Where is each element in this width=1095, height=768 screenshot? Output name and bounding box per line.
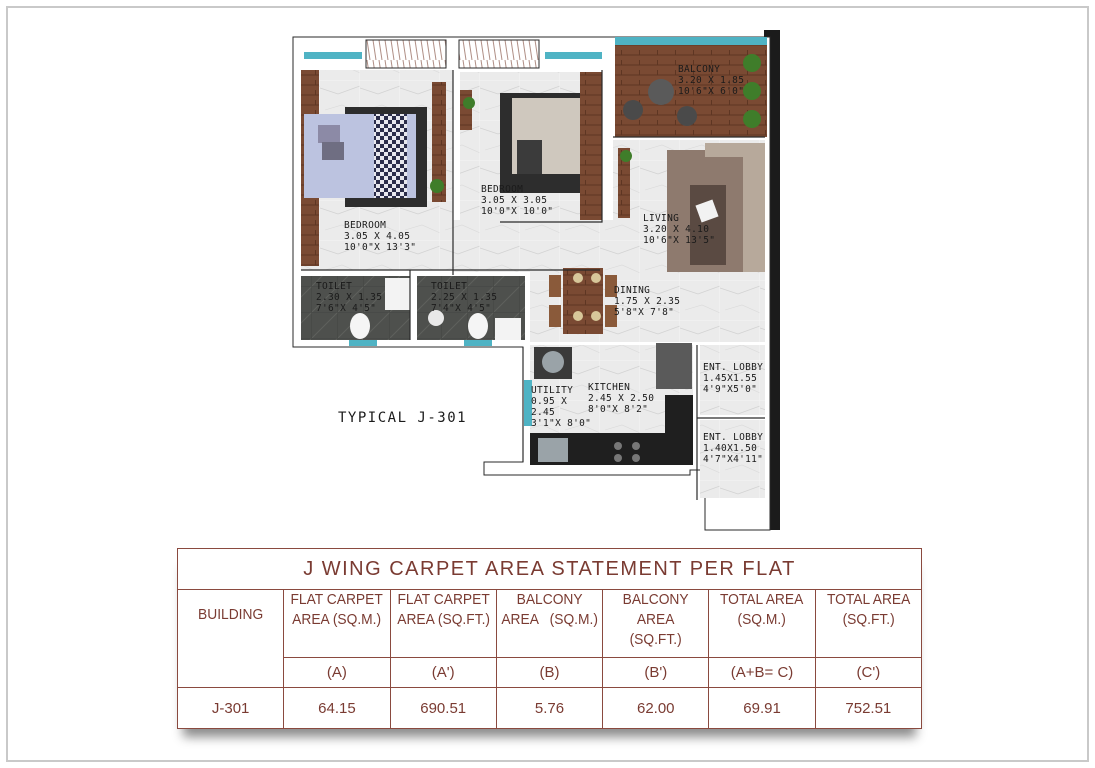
header-cell-total-sqm <box>709 590 815 658</box>
toilet-1-window <box>349 340 377 346</box>
header-cell-building <box>178 590 284 688</box>
header-line: TOTAL AREA <box>826 591 911 608</box>
room-size-imperial: 7'4"X 4'5" <box>431 303 492 314</box>
plant-icon <box>743 110 761 128</box>
header-text <box>395 590 492 657</box>
plant-icon <box>620 150 632 162</box>
dining-plate <box>591 311 601 321</box>
room-label-toilet-2 <box>431 281 497 314</box>
room-name: BEDROOM <box>344 220 387 231</box>
toilet-2-basin <box>495 318 521 340</box>
room-name: BEDROOM <box>481 184 524 195</box>
dining-chair <box>549 305 561 327</box>
data-cell: 5.76 <box>496 688 602 729</box>
washing-machine-drum <box>542 351 564 373</box>
dining-chair <box>549 275 561 297</box>
area-statement-table <box>177 548 922 729</box>
stove-burner-icon <box>632 454 640 462</box>
header-text: BUILDING <box>198 606 264 623</box>
balcony-chair <box>677 106 697 126</box>
room-name: KITCHEN <box>588 382 631 393</box>
bedroom-2-table <box>460 90 472 130</box>
bedroom-2-throw <box>517 140 542 174</box>
room-label-bedroom-1 <box>344 220 416 253</box>
bedroom-1-curtain <box>366 40 446 68</box>
plant-icon <box>743 82 761 100</box>
room-size-imperial: 8'0"X 8'2" <box>588 404 649 415</box>
dining-plate <box>573 311 583 321</box>
dining-plate <box>591 273 601 283</box>
room-size-metric: 2.25 X 1.35 <box>431 292 498 303</box>
toilet-1-wc <box>350 313 370 339</box>
header-line: TOTAL AREA <box>720 591 804 608</box>
data-cell: 752.51 <box>815 688 921 729</box>
room-name: BALCONY <box>678 64 721 75</box>
room-label-lobby-2 <box>703 432 763 465</box>
room-name: ENT. LOBBY <box>703 432 764 443</box>
bedroom-1-window <box>304 52 362 59</box>
room-name: TOILET <box>316 281 353 292</box>
header-cell-flat-carpet-sqm <box>284 590 390 658</box>
bedroom-1-pillow <box>322 142 344 160</box>
header-line: (SQ.FT.) <box>842 611 895 628</box>
room-name: LIVING <box>643 213 680 224</box>
header-cell-balcony-sqft <box>603 590 709 658</box>
table-row <box>178 688 922 729</box>
header-line: (SQ.M.) <box>737 611 787 628</box>
room-size-imperial: 4'7"X4'11" <box>703 454 764 465</box>
room-size-imperial: 5'8"X 7'8" <box>614 307 675 318</box>
room-label-dining <box>614 285 680 318</box>
room-label-bedroom-2 <box>481 184 553 217</box>
data-cell: 69.91 <box>709 688 815 729</box>
room-size-imperial: 10'0"X 13'3" <box>344 242 417 253</box>
stove-burner-icon <box>614 454 622 462</box>
bedroom-2-window <box>545 52 602 59</box>
room-name: DINING <box>614 285 651 296</box>
room-label-utility <box>531 385 591 429</box>
header-line: BALCONY AREA <box>622 591 689 628</box>
bedroom-1-blanket <box>374 114 407 198</box>
subheader-cell: (B') <box>603 658 709 688</box>
room-size-metric: 3.05 X 3.05 <box>481 195 548 206</box>
header-text <box>607 590 704 657</box>
room-size-metric: 3.20 X 4.10 <box>643 224 710 235</box>
toilet-2-window <box>464 340 492 346</box>
passage-floor <box>453 220 613 272</box>
subheader-cell: (A+B= C) <box>709 658 815 688</box>
header-text <box>714 590 811 657</box>
balcony-chair <box>623 100 643 120</box>
balcony-railing <box>615 37 767 45</box>
room-size-imperial: 10'6"X 13'5" <box>643 235 716 246</box>
plant-icon <box>430 179 444 193</box>
header-line: AREA (SQ.M.) <box>292 611 382 628</box>
header-text <box>288 590 385 657</box>
subheader-cell: (A) <box>284 658 390 688</box>
room-size-metric: 1.75 X 2.35 <box>614 296 681 307</box>
room-size-metric: 2.30 X 1.35 <box>316 292 383 303</box>
room-size-imperial: 3'1"X 8'0" <box>531 418 592 429</box>
balcony-table <box>648 79 674 105</box>
plan-title: TYPICAL J-301 <box>338 410 468 426</box>
plant-icon <box>463 97 475 109</box>
room-size-imperial: 7'6"X 4'5" <box>316 303 377 314</box>
table-title: J WING CARPET AREA STATEMENT PER FLAT <box>178 549 922 590</box>
fridge <box>656 343 692 389</box>
room-size-metric: 3.20 X 1.85 <box>678 75 745 86</box>
room-size-imperial: 10'6"X 6'0" <box>678 86 745 97</box>
plant-icon <box>743 54 761 72</box>
area-statement-table-wrapper <box>177 548 922 729</box>
room-label-balcony <box>678 64 744 97</box>
header-cell-flat-carpet-sqft <box>390 590 496 658</box>
bedroom-1-pillow <box>318 125 340 143</box>
kitchen-sink <box>538 438 568 462</box>
room-label-lobby-1 <box>703 362 763 395</box>
subheader-cell: (A') <box>390 658 496 688</box>
data-cell: 64.15 <box>284 688 390 729</box>
room-label-kitchen <box>588 382 654 415</box>
table-header-row <box>178 590 922 658</box>
subheader-cell: (C') <box>815 658 921 688</box>
header-line: AREA (SQ.M.) <box>501 611 598 628</box>
header-cell-balcony-sqm <box>496 590 602 658</box>
table-subheader-row <box>178 658 922 688</box>
header-line: (SQ.FT.) <box>629 631 682 648</box>
room-size-metric: 1.40X1.50 <box>703 443 758 454</box>
room-name: TOILET <box>431 281 468 292</box>
header-cell-total-sqft <box>815 590 921 658</box>
room-size-imperial: 10'0"X 10'0" <box>481 206 554 217</box>
room-size-imperial: 4'9"X5'0" <box>703 384 758 395</box>
header-line: AREA (SQ.FT.) <box>396 611 490 628</box>
toilet-1-basin <box>385 278 410 310</box>
room-size-metric: 1.45X1.55 <box>703 373 758 384</box>
header-line: FLAT CARPET <box>290 591 384 608</box>
header-text <box>820 590 917 657</box>
data-cell-building: J-301 <box>178 688 284 729</box>
header-text <box>501 590 598 657</box>
header-line: BALCONY <box>516 591 583 608</box>
bedroom-2-curtain <box>459 40 539 68</box>
stove-burner-icon <box>614 442 622 450</box>
dining-plate <box>573 273 583 283</box>
living-sofa <box>743 143 765 277</box>
bedroom-2-wardrobe <box>580 72 602 220</box>
subheader-cell: (B) <box>496 658 602 688</box>
data-cell: 690.51 <box>390 688 496 729</box>
room-size-metric: 3.05 X 4.05 <box>344 231 411 242</box>
stove-burner-icon <box>632 442 640 450</box>
room-label-living <box>643 213 715 246</box>
room-label-toilet-1 <box>316 281 382 314</box>
toilet-2-wc <box>468 313 488 339</box>
room-size-metric: 0.95 X 2.45 <box>531 396 568 418</box>
room-name: ENT. LOBBY <box>703 362 764 373</box>
room-size-metric: 2.45 X 2.50 <box>588 393 655 404</box>
header-line: FLAT CARPET <box>397 591 490 608</box>
kitchen-counter-side <box>665 395 693 465</box>
room-name: UTILITY <box>531 385 574 396</box>
data-cell: 62.00 <box>603 688 709 729</box>
